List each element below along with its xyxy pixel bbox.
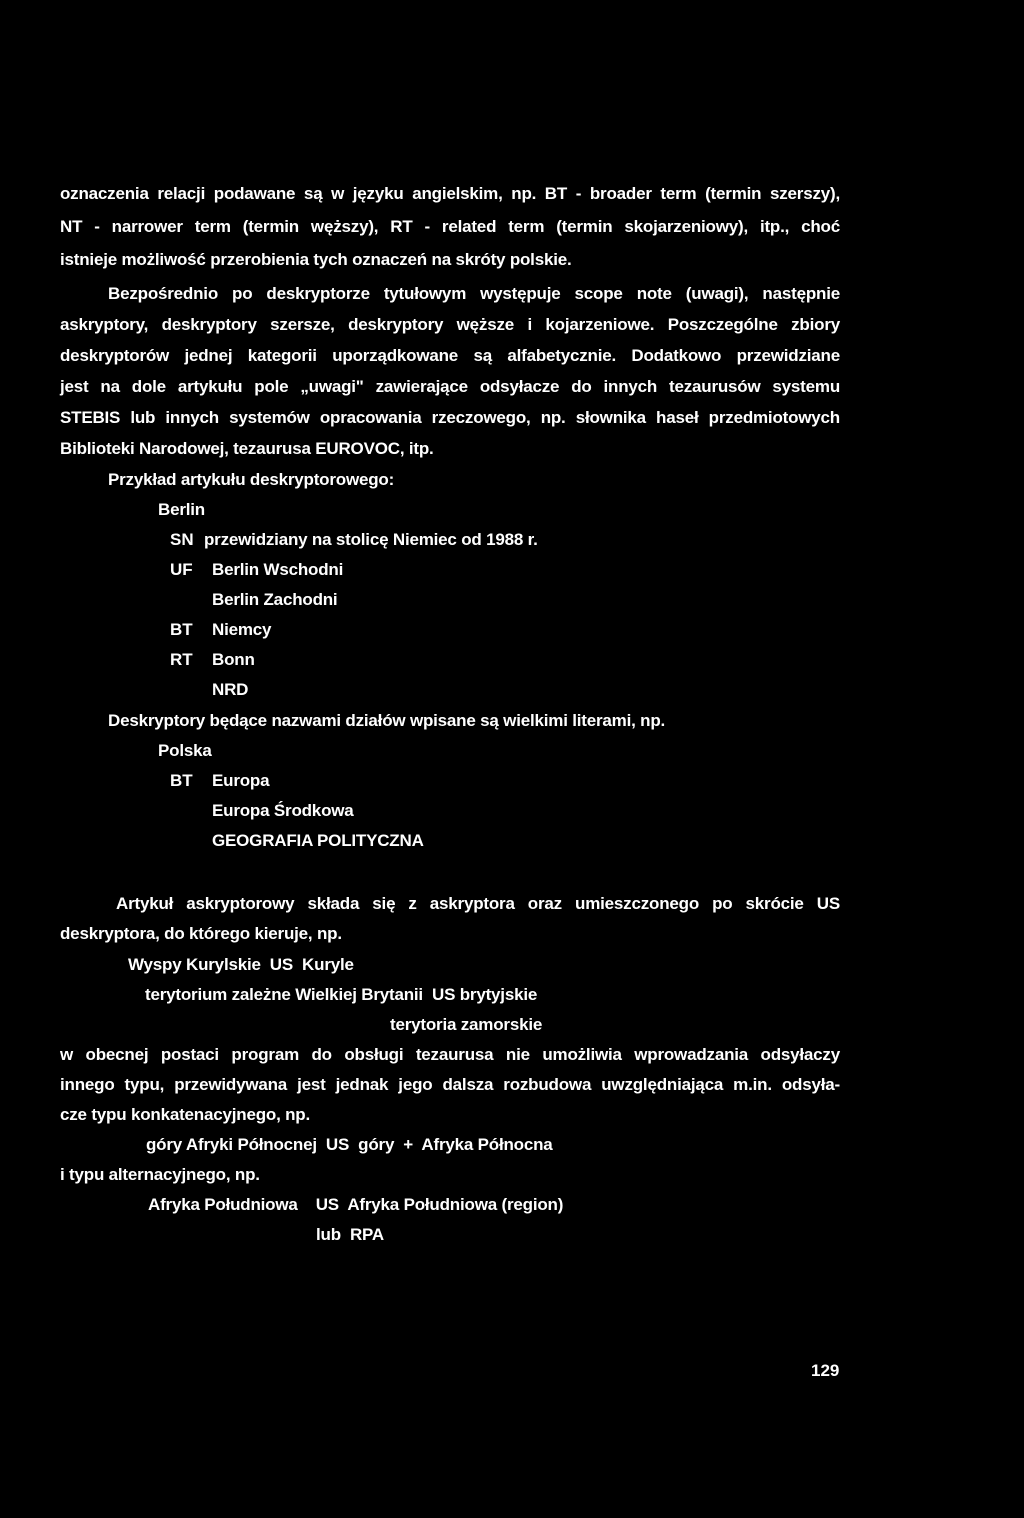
text-line: Deskryptory będące nazwami działów wpisane są wielkimi literami, np. xyxy=(108,711,666,730)
example-line: terytorium zależne Wielkiej Brytanii US brytyjskie xyxy=(145,985,538,1004)
relation-label-rt: RT xyxy=(170,650,193,669)
relation-label-bt: BT xyxy=(170,620,193,639)
relation-item: Niemcy xyxy=(212,620,272,639)
text-line: Bezpośrednio po deskryptorze tytułowym występuje scope note (uwagi), następnie xyxy=(108,284,840,303)
text-line: deskryptora, do którego kieruje, np. xyxy=(60,924,342,943)
page-number: 129 xyxy=(811,1361,840,1380)
text-line: oznaczenia relacji podawane są w języku angielskim, np. BT - broader term (termin szerszy), xyxy=(60,184,840,203)
relation-label-sn: SN xyxy=(170,530,194,549)
example-line: Wyspy Kurylskie US Kuryle xyxy=(128,955,354,974)
relation-item: NRD xyxy=(212,680,249,699)
text-line: innego typu, przewidywana jest jednak jego dalsza rozbudowa uwzględniająca m.in. odsyła- xyxy=(60,1075,840,1094)
relation-item: Europa xyxy=(212,771,270,790)
relation-item: Bonn xyxy=(212,650,255,669)
text-line: i typu alternacyjnego, np. xyxy=(60,1165,260,1184)
descriptor-head: Polska xyxy=(158,741,212,760)
text-line: Artykuł askryptorowy składa się z askryptora oraz umieszczonego po skrócie US xyxy=(116,894,840,913)
relation-label-uf: UF xyxy=(170,560,193,579)
relation-item: Berlin Wschodni xyxy=(212,560,344,579)
text-line: w obecnej postaci program do obsługi tezaurusa nie umożliwia wprowadzania odsyłaczy xyxy=(60,1045,840,1064)
example-line: lub RPA xyxy=(316,1225,384,1244)
text-line: NT - narrower term (termin węższy), RT - related term (termin skojarzeniowy), itp., choć xyxy=(60,217,840,236)
example-line: góry Afryki Północnej US góry + Afryka Północna xyxy=(146,1135,553,1154)
text-line: jest na dole artykułu pole „uwagi" zawierające odsyłacze do innych tezaurusów systemu xyxy=(60,377,840,396)
text-line: STEBIS lub innych systemów opracowania rzeczowego, np. słownika haseł przedmiotowych xyxy=(60,408,840,427)
text-line: Biblioteki Narodowej, tezaurusa EUROVOC, itp. xyxy=(60,439,434,458)
example-intro: Przykład artykułu deskryptorowego: xyxy=(108,470,395,489)
example-line: Afryka Południowa US Afryka Południowa (region) xyxy=(148,1195,564,1214)
relation-item: Europa Środkowa xyxy=(212,801,354,820)
relation-item: Berlin Zachodni xyxy=(212,590,338,609)
relation-item: GEOGRAFIA POLITYCZNA xyxy=(212,831,424,850)
text-line: deskryptorów jednej kategorii uporządkowane są alfabetycznie. Dodatkowo przewidziane xyxy=(60,346,840,365)
text-line: askryptory, deskryptory szersze, deskryptory węższe i kojarzeniowe. Poszczególne zbiory xyxy=(60,315,840,334)
text-line: istnieje możliwość przerobienia tych oznaczeń na skróty polskie. xyxy=(60,250,572,269)
scope-note: przewidziany na stolicę Niemiec od 1988 r. xyxy=(204,530,538,549)
example-line: terytoria zamorskie xyxy=(390,1015,543,1034)
descriptor-head: Berlin xyxy=(158,500,205,519)
relation-label-bt: BT xyxy=(170,771,193,790)
text-line: cze typu konkatenacyjnego, np. xyxy=(60,1105,311,1124)
